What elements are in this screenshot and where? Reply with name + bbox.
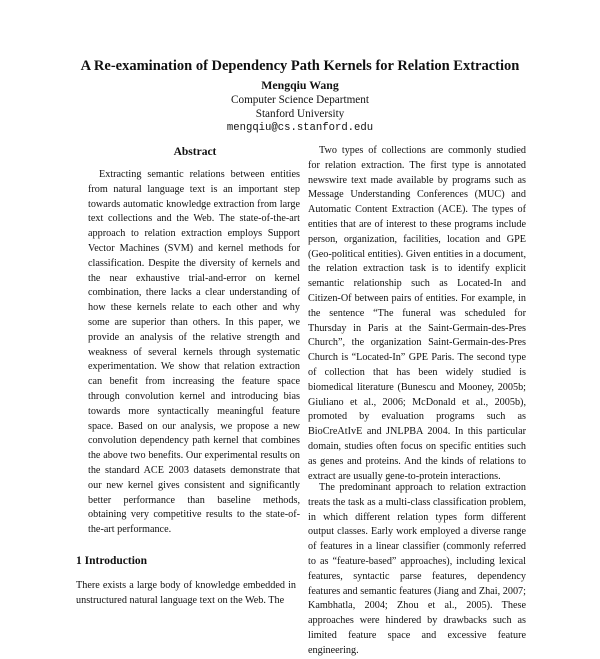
author-university: Stanford University xyxy=(255,108,345,120)
author-name: Mengqiu Wang xyxy=(261,78,339,92)
collections-paragraph: Two types of collections are commonly studied for relation extraction. The first type is annotated newswire text made available by programs such as Message Understanding Conferences (MUC) and Automatic Content Extraction (ACE). The types of entities that are of interest to these programs include person, organization, facilities, location and GPE (Geo-political entities). Given entities in a document, the relation extraction task is to identify explicit semantic relationship such as Located-In and Citizen-Of between pairs of entities. For example, in the sentence “The funeral was scheduled for Thursday in Paris at the Saint-Germain-des-Pres Church”, the organization Saint-Germain-des-Pres Church is “Located-In” GPE Paris. The second type of collection that has been widely studied is biomedical literature (Bunescu and Mooney, 2005b; Giuliano et al., 2006; McDonald et al., 2005b), promoted by evaluation programs such as BioCreAtIvE and JNLPBA 2004. In this particular domain, studies often focus on specific entities such as genes and proteins. And the kinds of relations to extract are usually gene-to-protein interactions. xyxy=(308,145,526,482)
author-department: Computer Science Department xyxy=(231,94,369,106)
paper-title: A Re-examination of Dependency Path Kernels for Relation Extraction xyxy=(80,58,520,74)
abstract-text: Extracting semantic relations between entities from natural language text is an important step towards automatic knowledge extraction from large text collections and the Web. The state-of-the-art approach to relation extraction employs Support Vector Machines (SVM) and kernel methods for classification. Despite the diversity of kernels and the near exhaustive trial-and-error on kernel combination, there lacks a clear understanding of how these kernels relate to each other and why some are superior than others. In this paper, we provide an analysis of the relative strength and weakness of several kernels through systematic experimentation. We show that relation extraction can benefit from increasing the feature space through convolution kernel and introducing bias towards more syntactically meaningful feature space. Based on our analysis, we propose a new convolution dependency path kernel that combines the above two benefits. Our experimental results on the standard ACE 2003 datasets demonstrate that our new kernel gives consistent and significantly better performance than baseline methods, obtaining very competitive results to the state-of-the-art performance. xyxy=(88,169,300,536)
introduction-heading: 1 Introduction xyxy=(76,555,148,567)
introduction-body xyxy=(76,579,296,606)
abstract-body xyxy=(88,168,300,548)
abstract-heading: Abstract xyxy=(173,146,217,158)
author-email: mengqiu@cs.stanford.edu xyxy=(226,122,374,134)
approach-paragraph: The predominant approach to relation extraction treats the task as a multi-class classification problem, in which different relation types form different output classes. Early work employed a diverse range of features in a linear classifier (commonly referred to as “feature-based” approaches), including lexical features, syntactic parse features, dependency features and semantic features (Jiang and Zhai, 2007; Kambhatla, 2004; Zhou et al., 2005). These approaches were hindered by drawbacks such as limited feature space and excessive feature engineering. xyxy=(308,482,526,656)
introduction-text: There exists a large body of knowledge embedded in unstructured natural language text on the Web. The xyxy=(76,580,296,606)
right-column-paragraph-1 xyxy=(308,144,526,482)
right-column-paragraph-2 xyxy=(308,481,526,656)
